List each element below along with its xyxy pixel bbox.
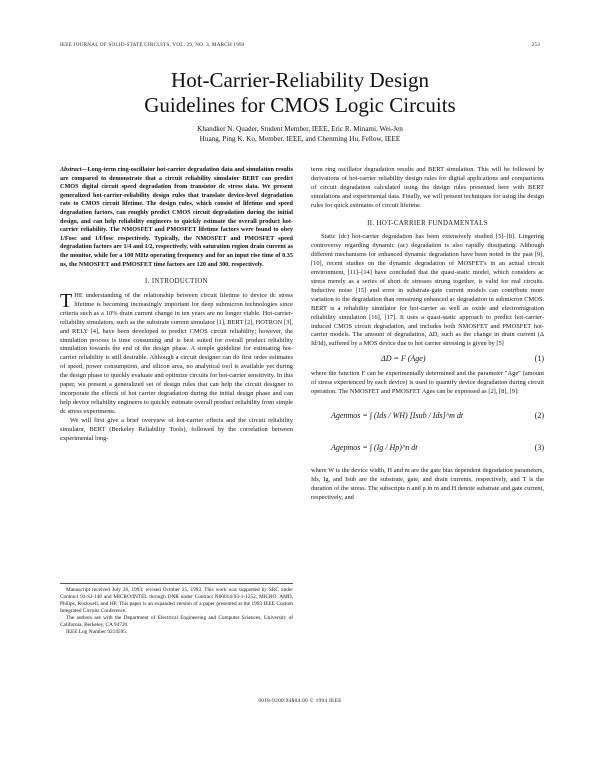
right-column (311, 166, 544, 502)
equation-2 (311, 403, 544, 431)
copyright-code: 0018-9200/94$04.00 © 1994 IEEE (258, 698, 342, 704)
footnote-affiliation: The authors are with the Department of Electrical Engineering and Computer Sciences, University of California, Berkeley, CA 94720. (60, 615, 293, 628)
title-line-1: Hot-Carrier-Reliability Design (171, 68, 429, 92)
abstract (60, 166, 293, 269)
intro-paragraph-2: We will first give a brief overview of hot-carrier effects and the circuit reliability simulator, BERT (Berkeley Reliability Tools), followed by the correlation between experimental long- (60, 416, 293, 442)
first-page-footnote (60, 583, 293, 636)
equation-2-body: Agenmos = ∫ (Ids / WH) [Isub / Ids]^m dt (331, 411, 464, 421)
page-number: 253 (531, 42, 540, 48)
abstract-text: Long-term ring-oscillator hot-carrier degradation data and simulation results are compared to demonstrate that a circuit reliability simulator BERT can predict CMOS digital circuit speed degradation from transistor dc stress data. We present generalized hot-carrier-reliability design rules that translate device-level degradation rate to CMOS circuit lifetime. The design rules, which consist of lifetime and speed degradation factors, can roughly predict CMOS circuit degradation during the initial design, and can help reliability engineers to quickly estimate the overall product hot-carrier reliability. The NMOSFET and PMOSFET lifetime factors were found to obey 1/Fosc and 1/f/fosc respectively. Typically, the NMOSFET and PMOSFET speed degradation factors are 1/4 and 1/2, respectively, with saturation region drain current as the monitor, while for a 100 MHz operating frequency and for an input rise time of 0.35 ns, the NMOSFET and PMOSFET time factors are 120 and 300, respectively. (60, 166, 293, 268)
section-heading-hot-carrier: II. HOT-CARRIER FUNDAMENTALS (367, 219, 488, 227)
right-paragraph-0: term ring oscillator degradation results and BERT simulation. This will be followed by derivations of hot-carrier reliability design rules for digital applications and comparisons of circuit degradation calculated using the design rules presented here with BERT simulations and experimental data. Finally, we will present techniques for using the design rules for quick estimates of circuit lifetime. (311, 166, 544, 209)
journal-info: IEEE JOURNAL OF SOLID-STATE CIRCUITS, VOL. 29, NO. 3, MARCH 1994 (60, 42, 245, 48)
equation-2-number: (2) (534, 411, 544, 421)
intro-paragraph-1 (60, 292, 293, 417)
left-column (60, 166, 293, 443)
equation-3-number: (3) (534, 443, 544, 453)
author-list (150, 124, 450, 144)
hot-carrier-paragraph-2: where the function F can be experimentally determined and the parameter "Age" (amount of stress experienced by each device) is used to quantify device degradation during circuit operation. The NMOSFET and PMOSFET Ages can be expressed as [2], [8], [9]: (311, 370, 544, 395)
hot-carrier-paragraph-3: where W is the device width, H and m are the gate bias dependent degradation parameters, Ids, Ig, and Isub are the substrate, gate, and drain currents, respectively, and T is the duration of the stress. The subscripts n and p in m and H denote substrate and gate current, respectively, and (311, 466, 544, 501)
footnote-log-number: IEEE Log Number 9214595. (66, 629, 128, 635)
authors-line-1: Khandker N. Quader, Student Member, IEEE, Eric R. Minami, Wei-Jen (197, 125, 403, 133)
equation-1-number: (1) (534, 354, 544, 364)
running-header (60, 42, 540, 48)
hot-carrier-paragraph-1: Static (dc) hot-carrier degradation has been extensively studied [5]–[8]. Lingering controversy regarding dynamic (ac) degradation is also rapidly dissipating. Although different mechanisms for enhanced dynamic degradation have been noted in the past [9], [10], recent studies on the dynamic degradation of MOSFET's in an actual circuit environment, [11]–[14] have concluded that the quasi-static model, which considers ac stress merely as a series of short dc stresses strung together, is valid for real circuits. Inductive noise [15] and error in substrate-gate current models can contribute more variation to the degradation than remaining enhanced ac degradation in submicron CMOS. BERT is a reliability simulator for hot-carrier as well as oxide and electromigration reliability simulation [16], [17]. It uses a quasi-static approach to predict hot-carrier-induced CMOS circuit degradation, and includes both NMOSFET and PMOSFET hot-carrier models. The amount of degradation, ΔD, such as the change in drain current (Δ Id/Id), suffered by a MOS device due to hot carrier stressing is given by [5] (311, 233, 544, 348)
equation-3 (311, 437, 544, 461)
equation-1 (311, 355, 544, 364)
equation-1-body: ΔD = F (Age) (381, 354, 426, 364)
section-heading-introduction: I. INTRODUCTION (144, 278, 208, 286)
footnote-manuscript: Manuscript received July 26, 1993; revised October 25, 1993. This work was supported by SRC under Contract 93-SJ-148 and MICRO/INTEL through DNR under Contract N00014-93-1-1252, MICRO, AMD, Philips, Rockwell, and HP. This paper is an expanded version of a paper presented at the 1993 IEEE Custom Integrated Circuits Conference. (60, 587, 293, 614)
abstract-label: Abstract— (60, 166, 88, 173)
title-line-2: Guidelines for CMOS Logic Circuits (144, 93, 456, 117)
authors-line-2: Huang, Ping K. Ko, Member, IEEE, and Chenming Hu, Fellow, IEEE (199, 135, 401, 143)
intro-paragraph-1-text: HE understanding of the relationship between circuit lifetime to device dc stress lifetime is becoming increasingly important for deep submicron technologies since criteria such as a 10% drain current change in ten years are no longer viable. Hot-carrier-reliability simulators, such as the substrate current simulator [1], BERT [2], HOTRON [3], and RELY [4], have been developed to predict CMOS circuit reliability; however, the simulation process is time consuming and is best suited for overall product reliability simulation towards the end of the design phase. A simple guideline for estimating hot-carrier reliability is still desirable. Although a circuit designer can do first order estimates of speed, power consumption, and silicon area, no analytical tool is available yet during the design phase to quickly evaluate and optimize circuits for hot-carrier sensitivity. In this paper, we present a generalized set of design rules that can help the circuit designer to incorporate the effects of hot carrier degradation during the initial design phase and can help device reliability engineers to quickly estimate overall product reliability from simple dc stress experiments. (60, 292, 293, 415)
equation-3-body: Agepmos = ∫ (Ig / Hp)^n dt (331, 443, 418, 453)
drop-cap: T (60, 290, 73, 313)
paper-title (0, 68, 600, 118)
